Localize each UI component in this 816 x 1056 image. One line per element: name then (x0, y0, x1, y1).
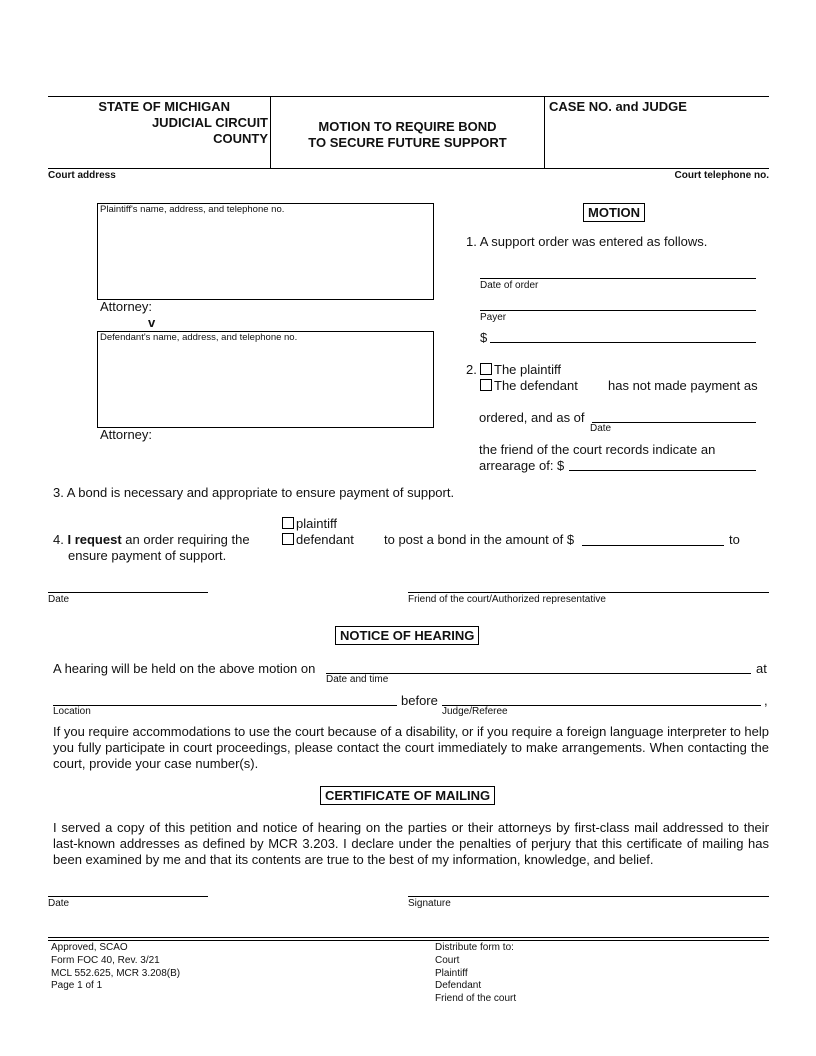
recipient-item: Plaintiff (435, 967, 468, 979)
form-number-text: Form FOC 40, Rev. 3/21 (51, 954, 160, 966)
payer-line[interactable] (480, 310, 756, 311)
form-title-line2: TO SECURE FUTURE SUPPORT (308, 135, 507, 150)
bond-plaintiff-option[interactable] (282, 516, 337, 531)
bond-plaintiff-label: plaintiff (296, 516, 337, 531)
hearing-held-text: A hearing will be held on the above motion on (53, 661, 316, 676)
court-telephone-label: Court telephone no. (674, 170, 769, 181)
plaintiff-checkbox[interactable] (480, 363, 492, 375)
ensure-text: ensure payment of support. (68, 548, 227, 563)
location-label: Location (53, 706, 91, 717)
plaintiff-option-label: The plaintiff (494, 362, 561, 377)
hearing-date-line[interactable] (326, 673, 751, 674)
hearing-at-text: at (756, 661, 767, 676)
approved-text: Approved, SCAO (51, 942, 128, 953)
judge-comma: , (764, 693, 768, 708)
ordered-text: ordered, and as of (479, 410, 585, 425)
bond-amount-line[interactable] (582, 545, 724, 546)
location-line[interactable] (53, 705, 397, 706)
header-bottom-rule (48, 168, 769, 169)
bond-plaintiff-checkbox[interactable] (282, 517, 294, 529)
circuit-label: JUDICIAL CIRCUIT (151, 115, 268, 130)
item-4-rest-text: an order requiring the (125, 532, 250, 547)
recipient-item: Friend of the court (435, 993, 517, 1005)
motion-item-1: 1. A support order was entered as follows. (466, 234, 708, 249)
accommodations-text: If you require accommodations to use the court because of a disability, or if you require a foreign language interpreter to help you fully participate in court proceedings, please contact the court immediately to make arrangements. When contacting the court, provide your case number(s). (53, 724, 769, 771)
motion-item-2-number: 2. (466, 362, 477, 377)
statute-text: MCL 552.625, MCR 3.208(B) (51, 967, 181, 979)
mailing-text: I served a copy of this petition and notice of hearing on the parties or their attorneys by first-class mail addressed to their last-known addresses as defined by MCR 3.203. I declare under the penalties of perjury that this certificate of mailing has been examined by me and that its contents are true to the best of my information, knowledge, and belief. (53, 820, 769, 867)
motion-date-label: Date (48, 594, 70, 605)
defendant-box[interactable] (97, 331, 434, 428)
mailing-date-label: Date (48, 898, 70, 909)
distribute-label: Distribute form to: (435, 942, 514, 953)
footer-right (435, 942, 516, 1006)
court-address-label: Court address (48, 170, 116, 181)
defendant-box-label: Defendant's name, address, and telephone no. (100, 332, 298, 343)
not-paid-text: has not made payment as (608, 378, 758, 393)
defendant-attorney-label: Attorney: (100, 427, 153, 442)
to-text: to (729, 532, 740, 547)
motion-item-3: 3. A bond is necessary and appropriate to ensure payment of support. (53, 485, 455, 500)
post-bond-text: to post a bond in the amount of $ (384, 532, 575, 547)
defendant-option-label: The defendant (494, 378, 578, 393)
foc-signature-label: Friend of the court/Authorized representative (408, 594, 606, 605)
mailing-date-line[interactable] (48, 896, 208, 897)
form-title-line1: MOTION TO REQUIRE BOND (318, 119, 497, 134)
form-title (271, 119, 544, 151)
mailing-signature-label: Signature (408, 898, 451, 909)
state-label: STATE OF MICHIGAN (98, 99, 230, 114)
recipient-item: Defendant (435, 980, 482, 992)
footer-rule-2 (48, 940, 769, 941)
plaintiff-box[interactable] (97, 203, 434, 300)
amount-line[interactable] (490, 342, 756, 343)
hearing-date-label: Date and time (326, 674, 389, 685)
amount-dollar-sign: $ (480, 330, 488, 345)
arrearage-text: arrearage of: $ (479, 458, 565, 473)
motion-heading: MOTION (583, 203, 645, 222)
bond-defendant-label: defendant (296, 532, 354, 547)
payer-label: Payer (480, 312, 507, 323)
defendant-option[interactable] (480, 378, 578, 393)
date-of-order-line[interactable] (480, 278, 756, 279)
case-number-label: CASE NO. and JUDGE (549, 99, 687, 114)
notice-of-hearing-heading: NOTICE OF HEARING (335, 626, 479, 645)
header-divider-right (544, 96, 545, 168)
arrearage-line[interactable] (569, 470, 756, 471)
mailing-signature-line[interactable] (408, 896, 769, 897)
recipient-item: Court (435, 954, 460, 966)
motion-date-line[interactable] (48, 592, 208, 593)
motion-item-4-number: 4. (53, 532, 64, 547)
judge-label: Judge/Referee (442, 706, 508, 717)
header-top-rule (48, 96, 769, 97)
as-of-date-label: Date (590, 423, 612, 434)
before-text: before (401, 693, 438, 708)
footer-rule-1 (48, 937, 769, 938)
i-request-text: I request (67, 532, 122, 547)
bond-defendant-checkbox[interactable] (282, 533, 294, 545)
date-of-order-label: Date of order (480, 280, 539, 291)
as-of-date-line[interactable] (592, 422, 756, 423)
plaintiff-attorney-label: Attorney: (100, 299, 153, 314)
versus-label: v (148, 315, 156, 330)
county-label: COUNTY (213, 131, 268, 146)
plaintiff-option[interactable] (480, 362, 561, 377)
bond-defendant-option[interactable] (282, 532, 354, 547)
foc-signature-line[interactable] (408, 592, 769, 593)
plaintiff-box-label: Plaintiff's name, address, and telephone no. (100, 204, 285, 215)
page-number-text: Page 1 of 1 (51, 980, 103, 992)
defendant-checkbox[interactable] (480, 379, 492, 391)
footer-left (51, 942, 180, 993)
motion-item-4 (53, 532, 250, 547)
records-text: the friend of the court records indicate an (479, 442, 716, 457)
certificate-of-mailing-heading: CERTIFICATE OF MAILING (320, 786, 495, 805)
